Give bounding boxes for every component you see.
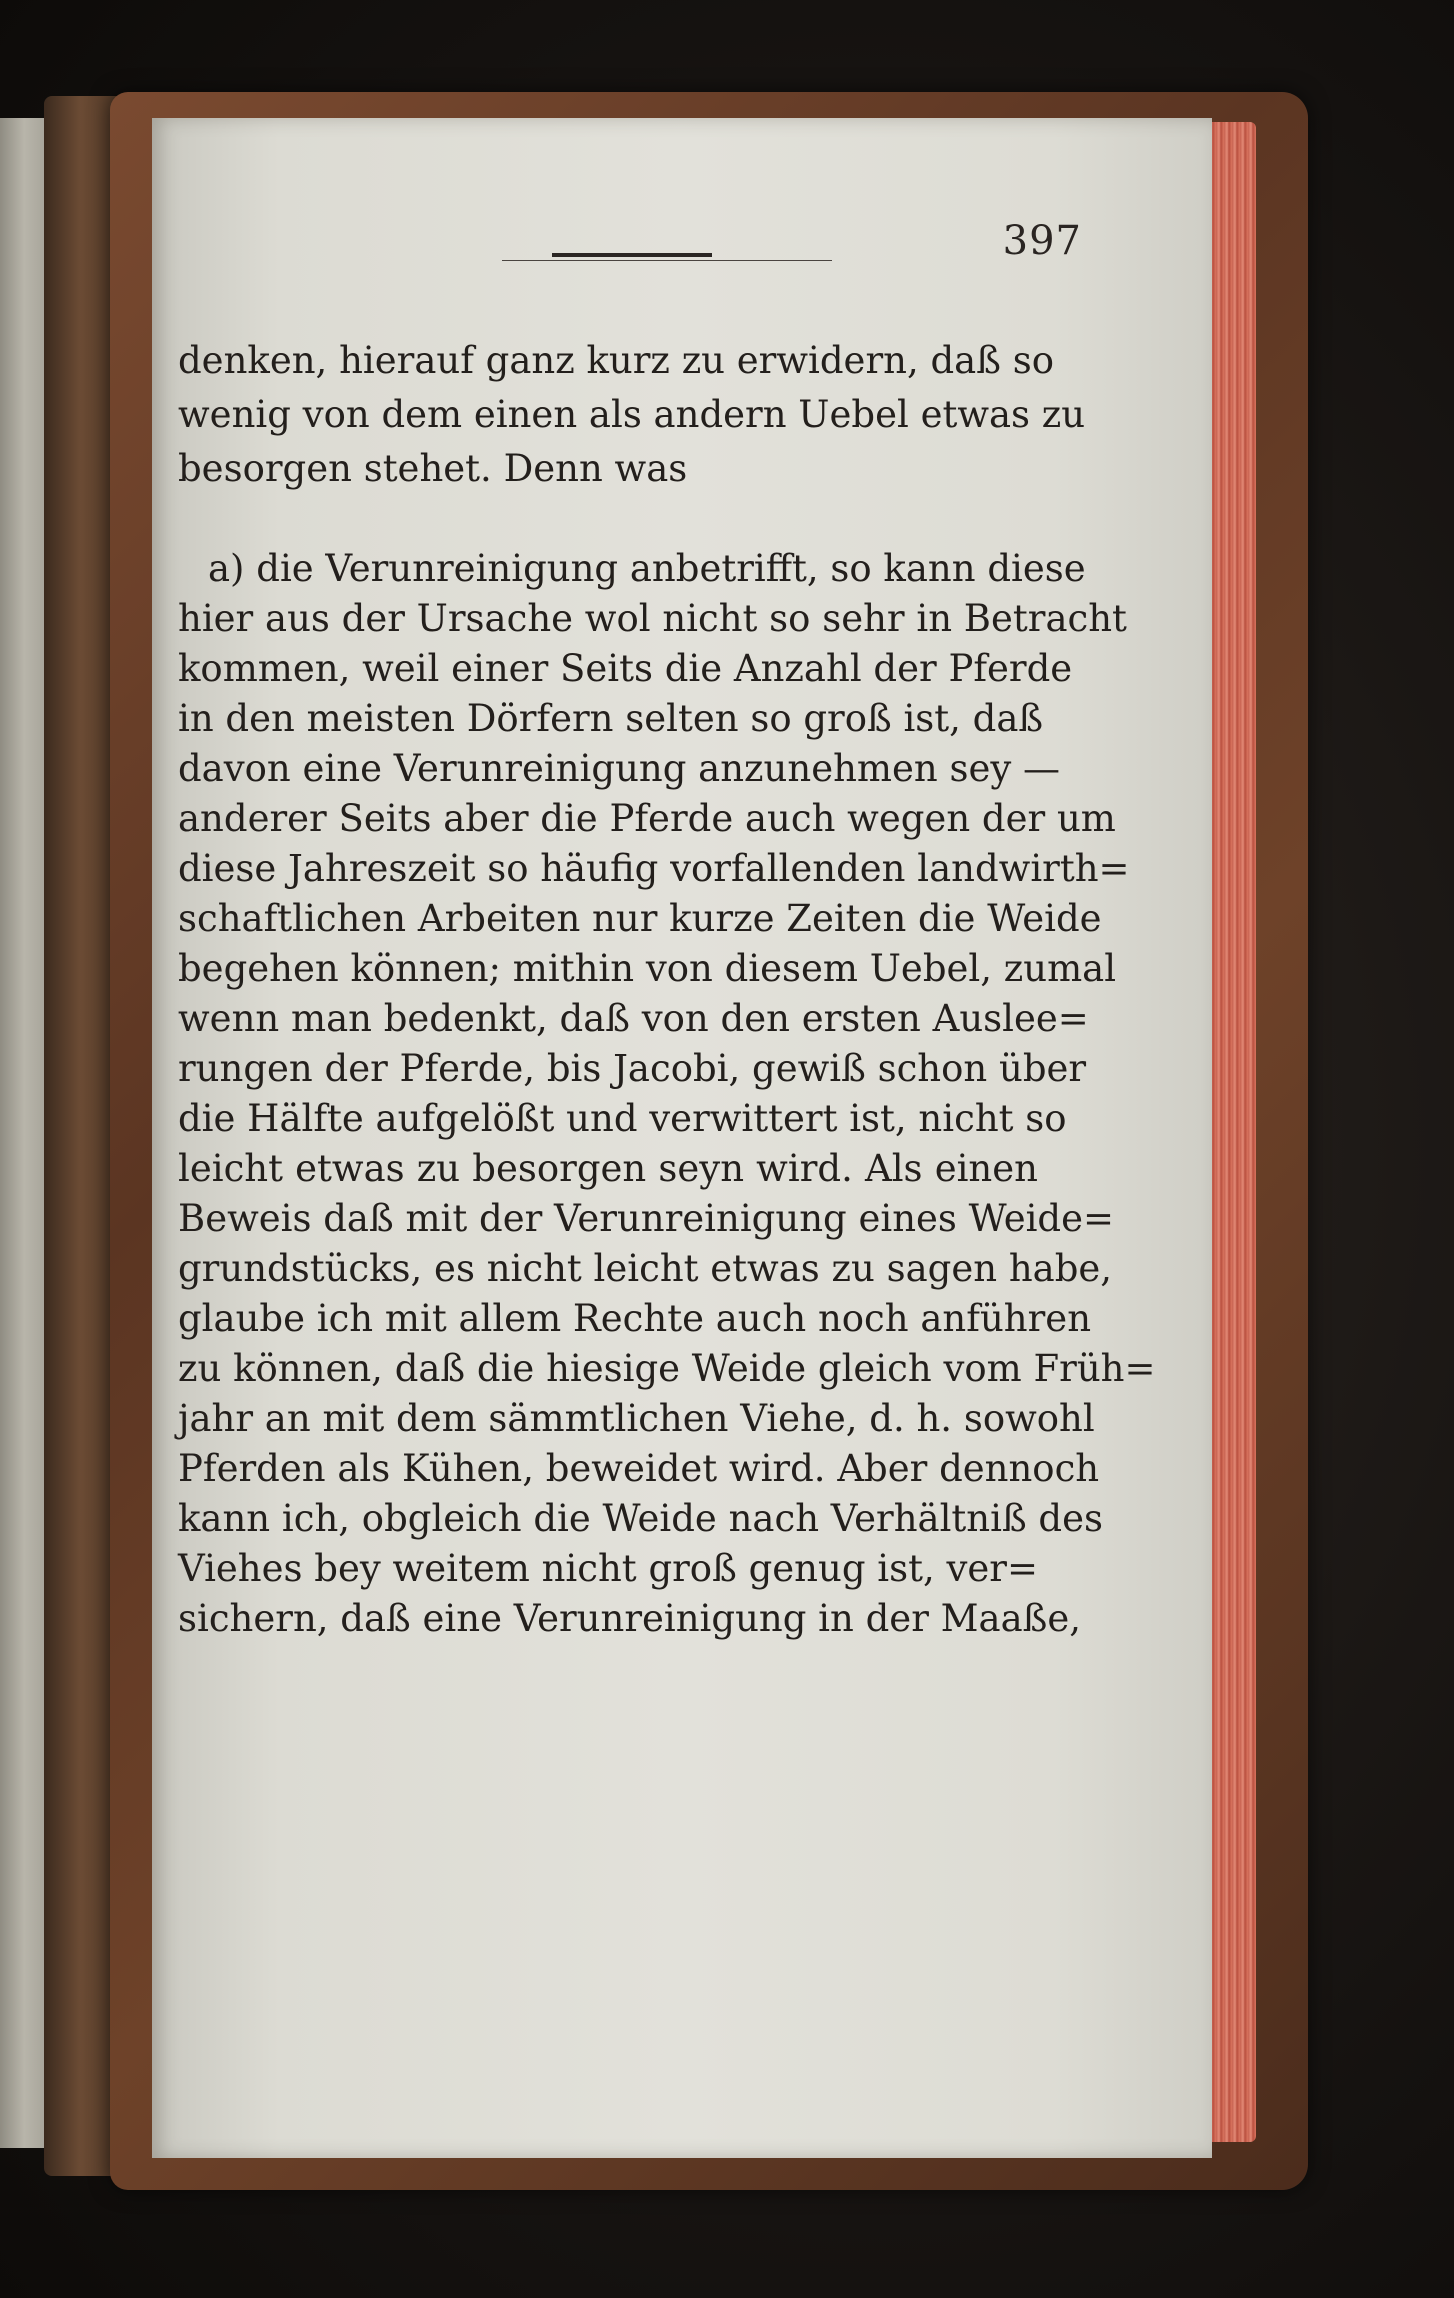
text-line: anderer Seits aber die Pferde auch wegen der um (178, 797, 1116, 840)
facing-page-edge (0, 118, 46, 2148)
text-line: davon eine Verunreinigung anzunehmen sey — (178, 747, 1061, 790)
text-line: kommen, weil einer Seits die Anzahl der Pferde (178, 647, 1073, 690)
text-line: Viehes bey weitem nicht groß genug ist, ver= (178, 1547, 1038, 1590)
text-line: besorgen stehet. Denn was (178, 447, 688, 490)
text-line: sichern, daß eine Verunreinigung in der Maaße, (178, 1597, 1082, 1640)
text-block (152, 118, 1212, 2158)
text-line: wenig von dem einen als andern Uebel etwas zu (178, 393, 1086, 436)
text-line: Pferden als Kühen, beweidet wird. Aber dennoch (178, 1447, 1100, 1490)
text-line: jahr an mit dem sämmtlichen Viehe, d. h. sowohl (178, 1397, 1095, 1440)
text-line: begehen können; mithin von diesem Uebel, zumal (178, 947, 1117, 990)
text-line: a) die Verunreinigung anbetrifft, so kann diese (208, 547, 1086, 590)
text-line: Beweis daß mit der Verunreinigung eines Weide= (178, 1197, 1115, 1240)
text-line: diese Jahreszeit so häufig vorfallenden landwirth= (178, 847, 1130, 890)
text-line: kann ich, obgleich die Weide nach Verhältniß des (178, 1497, 1103, 1540)
text-line: glaube ich mit allem Rechte auch noch anführen (178, 1297, 1092, 1340)
text-line: schaftlichen Arbeiten nur kurze Zeiten die Weide (178, 897, 1102, 940)
text-line: grundstücks, es nicht leicht etwas zu sagen habe, (178, 1247, 1113, 1290)
text-line: denken, hierauf ganz kurz zu erwidern, daß so (178, 339, 1054, 382)
text-line: rungen der Pferde, bis Jacobi, gewiß schon über (178, 1047, 1087, 1090)
text-line: zu können, daß die hiesige Weide gleich vom Früh= (178, 1347, 1156, 1390)
page-number: 397 (1002, 218, 1082, 264)
book-page (152, 118, 1212, 2158)
text-line: wenn man bedenkt, daß von den ersten Auslee= (178, 997, 1089, 1040)
text-line: in den meisten Dörfern selten so groß ist, daß (178, 697, 1044, 740)
text-line: hier aus der Ursache wol nicht so sehr in Betracht (178, 597, 1127, 640)
text-line: leicht etwas zu besorgen seyn wird. Als einen (178, 1147, 1038, 1190)
text-line: die Hälfte aufgelößt und verwittert ist, nicht so (178, 1097, 1067, 1140)
